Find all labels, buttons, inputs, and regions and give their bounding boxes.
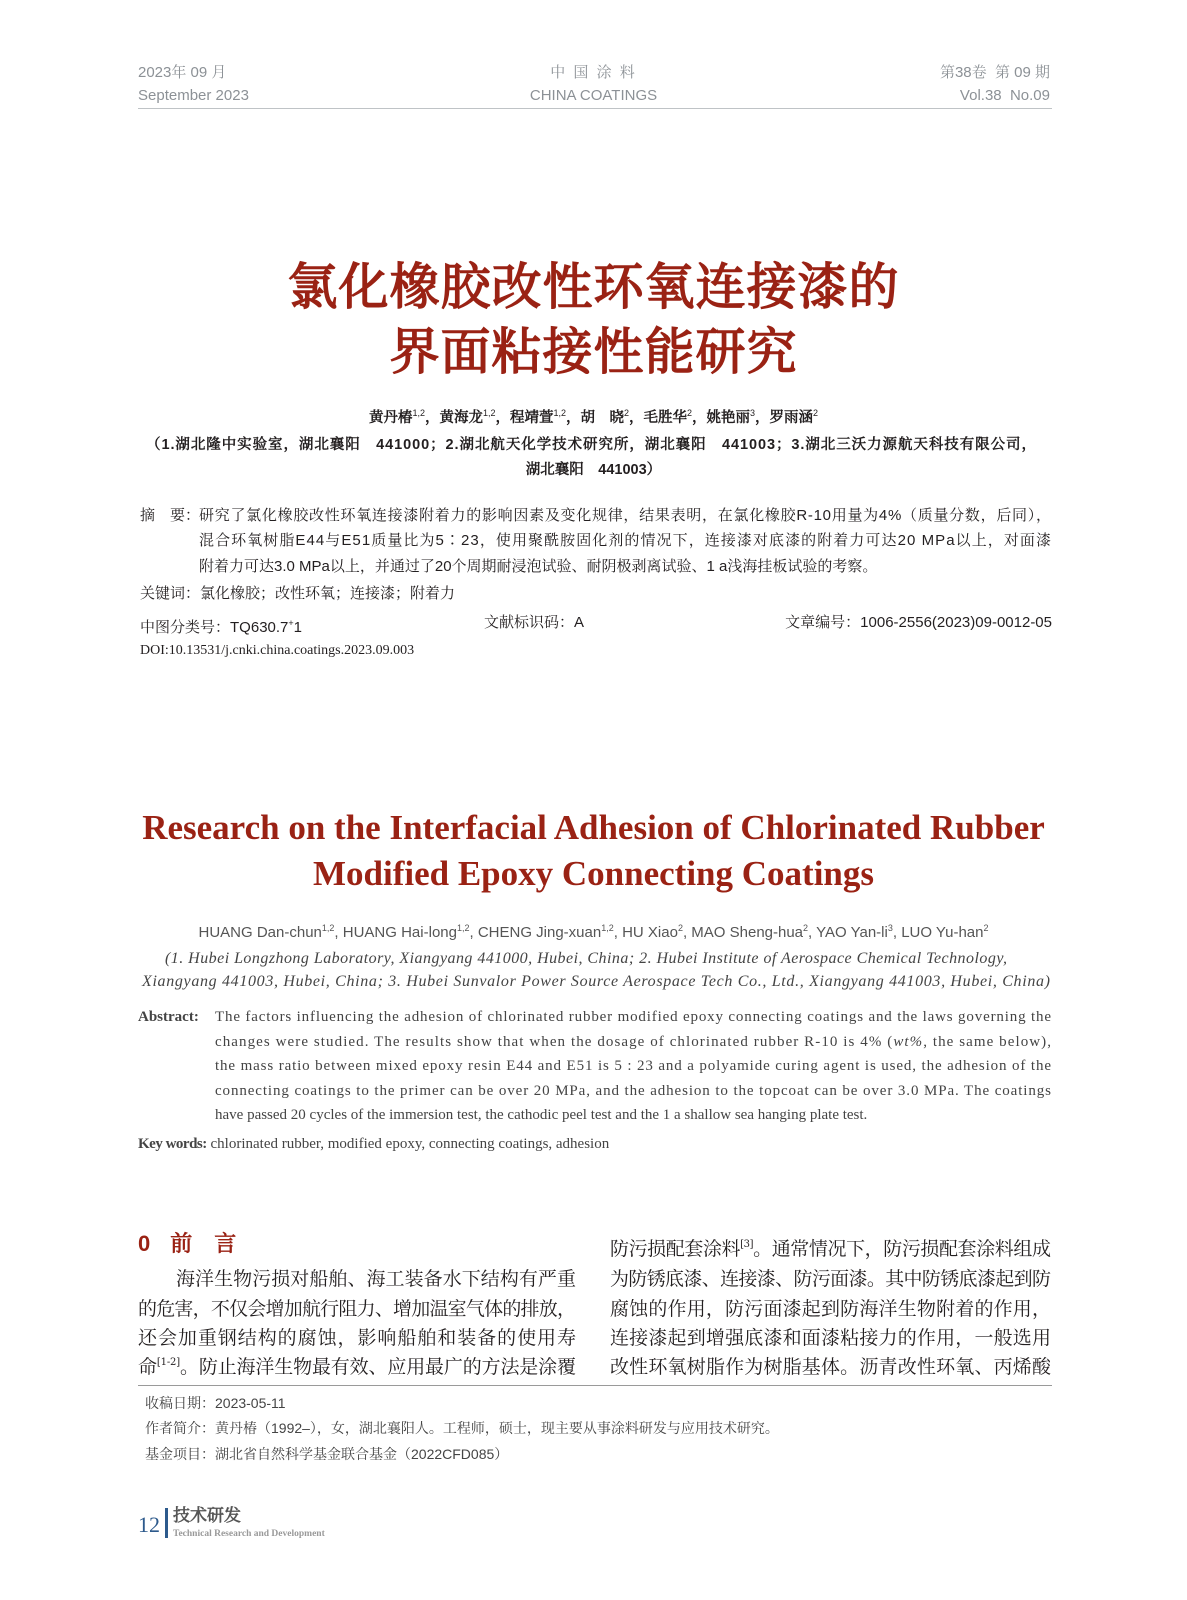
abstract-en-label: Abstract: bbox=[138, 1009, 199, 1025]
author-affiliation-mark: 1,2 bbox=[456, 923, 470, 933]
author-affiliation-mark: 2 bbox=[687, 408, 693, 418]
header-volume-en: Vol.38 No.09 bbox=[959, 87, 1050, 104]
body-right-line-1 bbox=[610, 1237, 1051, 1261]
author-name: YAO Yan-li bbox=[816, 924, 888, 941]
document-code: 文献标识码：A bbox=[484, 614, 585, 631]
footnote-received-date: 收稿日期：2023-05-11 bbox=[145, 1395, 286, 1411]
author-separator: ， bbox=[565, 410, 581, 426]
author-name: LUO Yu-han bbox=[901, 924, 984, 941]
author-affiliation-mark: 2 bbox=[803, 923, 809, 933]
abstract-en-line-2 bbox=[215, 1032, 1052, 1052]
affiliation-en-line-2: Xiangyang 441003, Hubei, China; 3. Hubei Sunvalor Power Source Aerospace Tech Co., Ltd., Xiangyang 441003, Hubei, China) bbox=[142, 973, 1051, 990]
header-date-cn: 2023年 09 月 bbox=[138, 64, 227, 81]
author-separator: , bbox=[613, 924, 623, 941]
author-affiliation-mark: 2 bbox=[677, 923, 683, 933]
author-affiliation-mark: 3 bbox=[887, 923, 893, 933]
section-heading bbox=[138, 1231, 236, 1257]
footer-bar bbox=[165, 1508, 168, 1538]
header-volume-cn: 第38卷 第 09 期 bbox=[939, 64, 1050, 81]
abstract-cn-line-2: 混合环氧树脂E44与E51质量比为5∶23，使用聚酰胺固化剂的情况下，连接漆对底漆的附着力可达20 MPa以上，对面漆 bbox=[199, 532, 1053, 549]
author-separator: ， bbox=[692, 410, 707, 426]
title-en-line-1: Research on the Interfacial Adhesion of Chlorinated Rubber bbox=[142, 808, 1045, 847]
body-text: 。通常情况下，防污损配套涂料组成 bbox=[753, 1238, 1051, 1260]
body-text: 。防止海洋生物最有效、应用最广的方法是涂覆 bbox=[180, 1356, 576, 1378]
classification-sup: + bbox=[288, 618, 294, 628]
keywords-en-label: Key words: bbox=[138, 1136, 207, 1152]
keywords-cn-label: 关键词： bbox=[140, 585, 201, 602]
abstract-cn-line-1: 研究了氯化橡胶改性环氧连接漆附着力的影响因素及变化规律，结果表明，在氯化橡胶R-10用量为4%（质量分数，后同）， bbox=[199, 507, 1052, 524]
footer-column-en: Technical Research and Development bbox=[173, 1529, 325, 1539]
author-separator: ， bbox=[629, 410, 644, 426]
header-journal-en: CHINA COATINGS bbox=[529, 87, 658, 104]
author-name: CHENG Jing-xuan bbox=[477, 924, 602, 941]
author-affiliation-mark: 1,2 bbox=[321, 923, 335, 933]
author-separator: , bbox=[682, 924, 692, 941]
body-right-line-4: 连接漆起到增强底漆和面漆粘接力的作用，一般选用 bbox=[610, 1327, 1052, 1349]
body-text: 防污损配套涂料 bbox=[610, 1238, 741, 1260]
author-affiliation-mark: 2 bbox=[623, 408, 629, 418]
keywords-cn bbox=[140, 584, 455, 604]
footnote-author-bio: 作者简介：黄丹椿（1992–），女，湖北襄阳人。工程师，硕士，现主要从事涂料研发与应用技术研究。 bbox=[145, 1420, 779, 1436]
abstract-en-line-5: have passed 20 cycles of the immersion test, the cathodic peel test and the 1 a shallow sea hanging plate test. bbox=[215, 1107, 868, 1123]
footnote-divider bbox=[138, 1385, 1052, 1386]
author-separator: , bbox=[469, 924, 478, 941]
abstract-en-italic-term: wt% bbox=[893, 1034, 924, 1050]
citation: [3] bbox=[740, 1239, 754, 1250]
authors-en bbox=[0, 923, 1187, 943]
classification-number bbox=[140, 613, 302, 638]
abstract-cn-line-3: 附着力可达3.0 MPa以上，并通过了20个周期耐浸泡试验、耐阴极剥离试验、1 a浅海挂板试验的考察。 bbox=[199, 558, 878, 575]
abstract-en-line-2-text: changes were studied. The results show that when the dosage of chlorinated rubber R-10 is 4% ( bbox=[215, 1034, 894, 1050]
body-right-line-5: 改性环氧树脂作为树脂基体。沥青改性环氧、丙烯酸 bbox=[610, 1356, 1052, 1378]
title-en-line-2: Modified Epoxy Connecting Coatings bbox=[312, 854, 875, 893]
classification-label: 中图分类号： bbox=[140, 619, 231, 636]
section-number: 0 bbox=[138, 1231, 151, 1256]
author-affiliation-mark: 1,2 bbox=[412, 408, 425, 418]
footnote-funding: 基金项目：湖北省自然科学基金联合基金（2022CFD085） bbox=[145, 1446, 509, 1462]
abstract-en-line-2-tail: , the same below), bbox=[923, 1034, 1053, 1050]
author-separator: , bbox=[892, 924, 902, 941]
classification-suffix: 1 bbox=[293, 619, 302, 636]
body-text: 命 bbox=[138, 1356, 157, 1378]
affiliation-cn-line-1: （1.湖北隆中实验室，湖北襄阳 441000；2.湖北航天化学技术研究所，湖北襄阳 441003；3.湖北三沃力源航天科技有限公司， bbox=[146, 437, 1037, 453]
body-right-line-2: 为防锈底漆、连接漆、防污面漆。其中防锈底漆起到防 bbox=[610, 1268, 1051, 1290]
author-name: 罗雨涵 bbox=[769, 410, 814, 426]
author-name: 毛胜华 bbox=[643, 410, 687, 426]
abstract-cn-label: 摘 要： bbox=[140, 507, 201, 524]
title-cn-line-2: 界面粘接性能研究 bbox=[389, 323, 798, 381]
body-left-line-3: 还会加重钢结构的腐蚀，影响船舶和装备的使用寿 bbox=[138, 1327, 577, 1349]
author-separator: ， bbox=[424, 410, 440, 426]
abstract-en-line-3: the mass ratio between mixed epoxy resin E44 and E51 is 5 : 23 and a polyamide curing agent is used, the adhesion of the bbox=[215, 1058, 1052, 1074]
header-date-en: September 2023 bbox=[138, 87, 249, 104]
body-right-line-3: 腐蚀的作用，防污面漆起到防海洋生物附着的作用， bbox=[610, 1298, 1052, 1320]
body-left-line-4 bbox=[138, 1355, 576, 1379]
author-affiliation-mark: 1,2 bbox=[601, 923, 614, 933]
author-name: 姚艳丽 bbox=[706, 410, 751, 426]
affiliation-cn-line-2: 湖北襄阳 441003） bbox=[525, 462, 662, 478]
footer-column-cn: 技术研发 bbox=[173, 1506, 241, 1525]
author-name: 胡 晓 bbox=[580, 410, 624, 426]
keywords-cn-text: 氯化橡胶；改性环氧；连接漆；附着力 bbox=[200, 585, 456, 602]
author-separator: ， bbox=[755, 410, 770, 426]
author-affiliation-mark: 2 bbox=[813, 408, 819, 418]
author-affiliation-mark: 1,2 bbox=[553, 408, 566, 418]
keywords-en-text: chlorinated rubber, modified epoxy, connecting coatings, adhesion bbox=[210, 1136, 610, 1152]
affiliation-en-line-1: (1. Hubei Longzhong Laboratory, Xiangyang 441000, Hubei, China; 2. Hubei Institute of Aerospace Chemical Technology, bbox=[165, 950, 1008, 967]
page-number: 12 bbox=[138, 1512, 160, 1537]
body-left-line-2: 的危害，不仅会增加航行阻力、增加温室气体的排放， bbox=[138, 1298, 576, 1320]
authors-cn bbox=[0, 408, 1187, 428]
article-number: 文章编号：1006-2556(2023)09-0012-05 bbox=[785, 614, 1052, 631]
author-separator: , bbox=[334, 924, 343, 941]
author-separator: ， bbox=[495, 410, 510, 426]
body-left-line-1: 海洋生物污损对船舶、海工装备水下结构有严重 bbox=[176, 1268, 577, 1290]
author-affiliation-mark: 3 bbox=[750, 408, 756, 418]
header-divider bbox=[138, 108, 1052, 109]
author-name: HU Xiao bbox=[622, 924, 678, 941]
classification-code: TQ630.7 bbox=[230, 619, 289, 636]
keywords-en bbox=[138, 1134, 609, 1154]
header-journal-cn: 中 国 涂 料 bbox=[550, 64, 637, 81]
abstract-en-line-4: connecting coatings to the primer can be over 20 MPa, and the adhesion to the topcoat can be over 3.0 MPa. The coatings bbox=[215, 1083, 1052, 1099]
author-name: HUANG Hai-long bbox=[342, 924, 457, 941]
citation: [1-2] bbox=[156, 1357, 181, 1368]
author-affiliation-mark: 2 bbox=[983, 923, 989, 933]
abstract-en-line-1: The factors influencing the adhesion of chlorinated rubber modified epoxy connecting coatings and the laws governing the bbox=[215, 1009, 1052, 1025]
author-name: 程靖萱 bbox=[509, 410, 554, 426]
author-separator: , bbox=[808, 924, 817, 941]
title-cn-line-1: 氯化橡胶改性环氧连接漆的 bbox=[287, 258, 900, 316]
author-name: HUANG Dan-chun bbox=[198, 924, 322, 941]
author-name: 黄丹椿 bbox=[368, 410, 413, 426]
section-title: 前 言 bbox=[170, 1231, 237, 1256]
author-affiliation-mark: 1,2 bbox=[482, 408, 496, 418]
author-name: MAO Sheng-hua bbox=[691, 924, 804, 941]
doi-link[interactable]: DOI:10.13531/j.cnki.china.coatings.2023.09.003 bbox=[140, 643, 415, 658]
author-name: 黄海龙 bbox=[439, 410, 483, 426]
